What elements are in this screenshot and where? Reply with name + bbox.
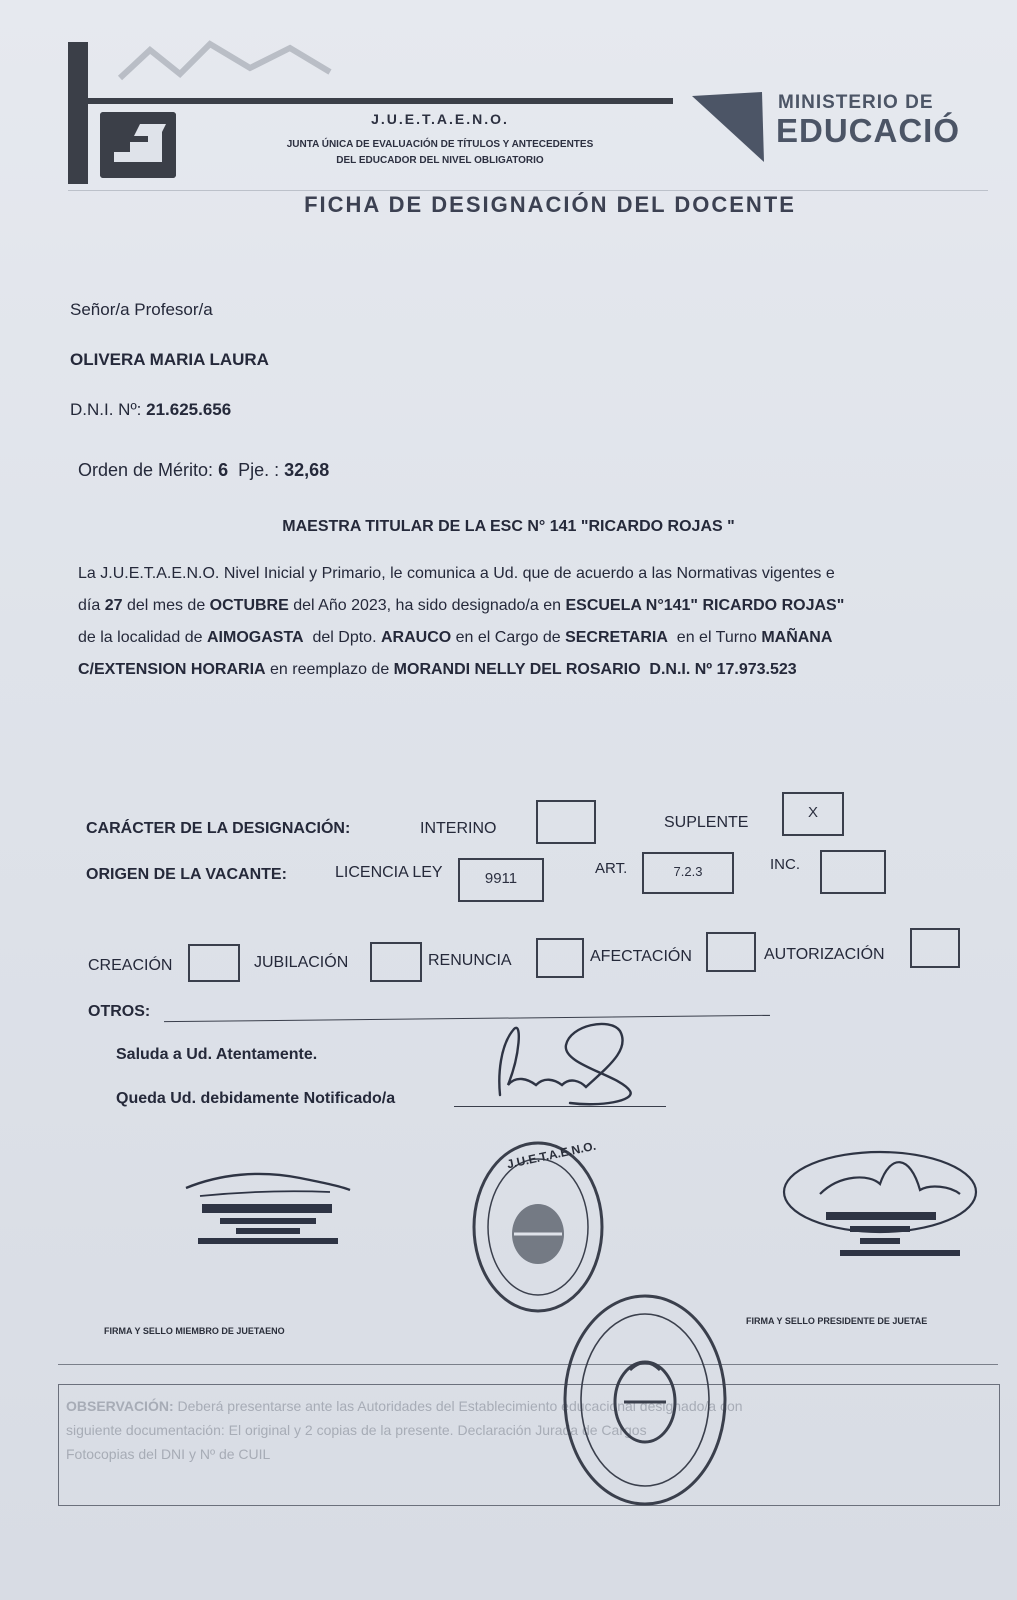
renuncia-label: RENUNCIA <box>428 952 512 969</box>
designation-label: CARÁCTER DE LA DESIGNACIÓN: <box>86 820 351 837</box>
body-dept-prefix: del Dpto. <box>312 629 377 646</box>
jubilacion-checkbox[interactable] <box>370 942 422 982</box>
dni-value: 21.625.656 <box>146 400 232 419</box>
member-signature-stamp <box>180 1166 355 1256</box>
score-value: 32,68 <box>284 460 330 480</box>
observation-text <box>66 1394 996 1466</box>
blurred-logo-graphic <box>110 38 340 86</box>
closing-notified: Queda Ud. debidamente Notificado/a <box>116 1090 396 1107</box>
body-shift-prefix: en el Turno <box>676 629 757 646</box>
closing-greeting: Saluda a Ud. Atentamente. <box>116 1046 318 1063</box>
inc-field[interactable] <box>820 850 886 894</box>
afectacion-label: AFECTACIÓN <box>590 948 692 965</box>
body-replacement-dni: D.N.I. Nº 17.973.523 <box>649 661 797 678</box>
vacancy-label: ORIGEN DE LA VACANTE: <box>86 866 287 883</box>
suplente-value: X <box>807 804 818 821</box>
observation-line-3: Fotocopias del DNI y Nº de CUIL <box>66 1446 271 1462</box>
ministry-line2: EDUCACIÓ <box>776 112 961 149</box>
observation-label: OBSERVACIÓN: <box>66 1398 174 1414</box>
merit-line <box>78 460 329 481</box>
logo-vertical-bar <box>68 42 88 184</box>
position-heading: MAESTRA TITULAR DE LA ESC N° 141 "RICARDO ROJAS " <box>282 518 735 535</box>
interino-checkbox[interactable] <box>536 800 596 844</box>
body-town-prefix: de la localidad de <box>78 629 203 646</box>
body-replacement-prefix: en reemplazo de <box>270 661 390 678</box>
org-name-line1: JUNTA ÚNICA DE EVALUACIÓN DE TÍTULOS Y ANTECEDENTES <box>286 139 594 150</box>
teacher-name: OLIVERA MARIA LAURA <box>70 350 269 369</box>
suplente-label: SUPLENTE <box>664 814 749 831</box>
otros-label: OTROS: <box>88 1003 151 1020</box>
seal-text: J.U.E.T.A.E.N.O. <box>505 1138 598 1172</box>
body-role: SECRETARIA <box>565 629 668 646</box>
signature-separator <box>58 1364 998 1365</box>
body-line-1: La J.U.E.T.A.E.N.O. Nivel Inicial y Primario, le comunica a Ud. que de acuerdo a las Normativas vigentes e <box>78 565 835 582</box>
header-rule <box>88 98 673 104</box>
body-line-4 <box>78 661 797 679</box>
dni-label: D.N.I. Nº: <box>70 400 142 419</box>
org-name-line2: DEL EDUCADOR DEL NIVEL OBLIGATORIO <box>336 155 544 166</box>
score-label: Pje. : <box>238 460 280 480</box>
observation-line-1 <box>66 1394 996 1418</box>
body-year-text: del Año 2023, ha sido designado/a en <box>293 597 562 614</box>
body-day-prefix: día <box>78 597 101 614</box>
autorizacion-checkbox[interactable] <box>910 928 960 968</box>
ministry-logo-icon <box>692 92 764 162</box>
interino-label: INTERINO <box>420 820 497 837</box>
president-signature-stamp <box>780 1134 980 1274</box>
teacher-signature <box>470 1015 650 1110</box>
body-role-prefix: en el Cargo de <box>455 629 561 646</box>
body-town: AIMOGASTA <box>207 629 304 646</box>
creacion-checkbox[interactable] <box>188 944 240 982</box>
creacion-label: CREACIÓN <box>88 957 173 974</box>
art-label: ART. <box>595 860 628 877</box>
ministry-line1: MINISTERIO DE <box>778 92 934 113</box>
school-seal <box>560 1290 730 1510</box>
afectacion-checkbox[interactable] <box>706 932 756 972</box>
president-signature-caption: FIRMA Y SELLO PRESIDENTE DE JUETAE <box>746 1316 928 1326</box>
merit-label: Orden de Mérito: <box>78 460 214 480</box>
org-acronym: J.U.E.T.A.E.N.O. <box>371 111 509 127</box>
observation-line-2: siguiente documentación: El original y 2 copias de la presente. Declaración Jurada de Cargos <box>66 1422 647 1438</box>
body-shift: MAÑANA <box>761 629 833 646</box>
body-line-3 <box>78 629 832 647</box>
juetaeno-logo-icon <box>100 112 176 178</box>
document-title: FICHA DE DESIGNACIÓN DEL DOCENTE <box>304 192 796 217</box>
ley-value: 9911 <box>484 870 518 887</box>
autorizacion-label: AUTORIZACIÓN <box>764 946 885 963</box>
body-day: 27 <box>104 597 123 614</box>
body-line-2 <box>78 597 844 615</box>
body-replacement: MORANDI NELLY DEL ROSARIO <box>393 661 641 678</box>
header-separator <box>68 190 988 191</box>
body-extension: C/EXTENSION HORARIA <box>78 661 266 678</box>
body-month-prefix: del mes de <box>126 597 206 614</box>
body-school: ESCUELA N°141" RICARDO ROJAS" <box>565 597 845 614</box>
inc-label: INC. <box>770 856 800 873</box>
art-value: 7.2.3 <box>673 864 703 879</box>
dni-line <box>70 400 231 420</box>
merit-value: 6 <box>218 460 229 480</box>
member-signature-caption: FIRMA Y SELLO MIEMBRO DE JUETAENO <box>104 1326 285 1336</box>
otros-line <box>164 1015 770 1022</box>
body-month: OCTUBRE <box>209 597 289 614</box>
renuncia-checkbox[interactable] <box>536 938 584 978</box>
ley-label: LICENCIA LEY <box>335 864 443 881</box>
jubilacion-label: JUBILACIÓN <box>254 954 349 971</box>
salutation: Señor/a Profesor/a <box>70 300 213 319</box>
body-dept: ARAUCO <box>380 629 452 646</box>
observation-l1: Deberá presentarse ante las Autoridades del Establecimiento educacional designado/a con <box>177 1398 743 1414</box>
